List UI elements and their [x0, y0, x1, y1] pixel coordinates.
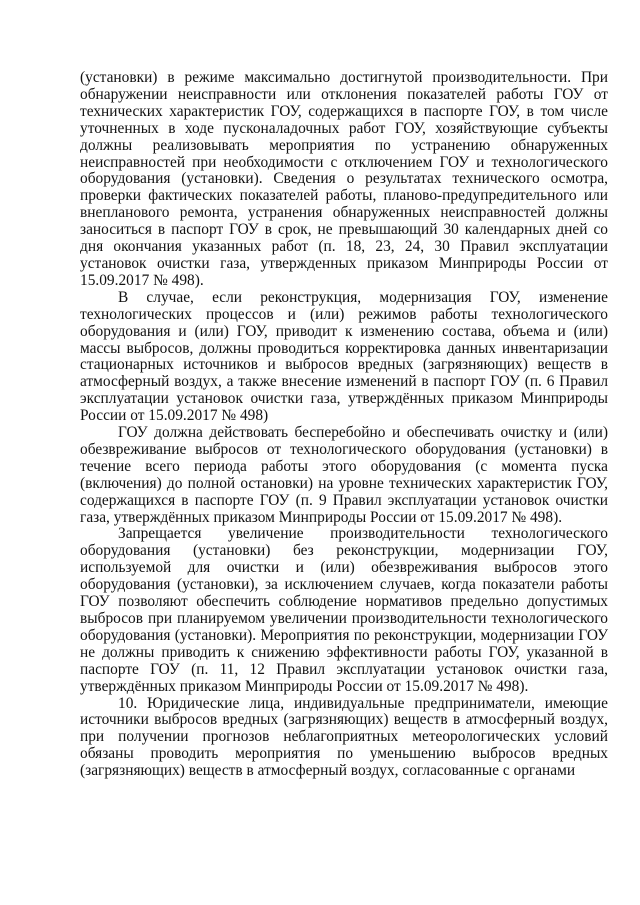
paragraph-reconstruction: В случае, если реконструкция, модернизация ГОУ, изменение технологических процессов и (или) режимов работы технологического оборудования и (или) ГОУ, приводит к изменению состава, объема и (или) массы выбросов, должны проводиться корректировка данных инвентаризации стационарных источников и выбросов вредных (загрязняющих) веществ в атмосферный воздух, а также внесение изменений в паспорт ГОУ (п. 6 Правил эксплуатации установок очистки газа, утверждённых приказом Минприроды России от 15.09.2017 № 498): [80, 288, 608, 425]
paragraph-prohibition: Запрещается увеличение производительности технологического оборудования (установки) без реконструкции, модернизации ГОУ, используемой для очистки и (или) обезвреживания выбросов этого оборудования (установки), за исключением случаев, когда показатели работы ГОУ позволяют обеспечить соблюдение нормативов предельно допустимых выбросов при планируемом увеличении производительности технологического оборудования (установки). Мероприятия по реконструкции, модернизации ГОУ не должны приводить к снижению эффективности работы ГОУ, указанной в паспорте ГОУ (п. 11, 12 Правил эксплуатации установок очистки газа, утверждённых приказом Минприроды России от 15.09.2017 № 498).: [80, 525, 608, 695]
paragraph-continuation: (установки) в режиме максимально достигнутой производительности. При обнаружении неисправности или отклонения показателей работы ГОУ от технических характеристик ГОУ, содержащихся в паспорте ГОУ, в том числе уточненных в ходе пусконаладочных работ ГОУ, хозяйствующие субъекты должны реализовывать мероприятия по устранению обнаруженных неисправностей при необходимости с отключением ГОУ и технологического оборудования (установки). Сведения о результатах технического осмотра, проверки фактических показателей работы, планово-предупредительного или внепланового ремонта, устранения обнаруженных неисправностей должны заноситься в паспорт ГОУ в срок, не превышающий 30 календарных дней со дня окончания указанных работ (п. 18, 23, 24, 30 Правил эксплуатации установок очистки газа, утвержденных приказом Минприроды России от 15.09.2017 № 498).: [80, 69, 608, 289]
paragraph-uninterrupted-operation: ГОУ должна действовать бесперебойно и обеспечивать очистку и (или) обезвреживание выбросов от технологического оборудования (установки) в течение всего периода работы этого оборудования (с момента пуска (включения) до полной остановки) на уровне технических характеристик ГОУ, содержащихся в паспорте ГОУ (п. 9 Правил эксплуатации установок очистки газа, утверждённых приказом Минприроды России от 15.09.2017 № 498).: [80, 424, 608, 526]
document-body: [80, 70, 608, 780]
paragraph-item-10: 10. Юридические лица, индивидуальные предприниматели, имеющие источники выбросов вредных (загрязняющих) веществ в атмосферный воздух, при получении прогнозов неблагоприятных метеорологических условий обязаны проводить мероприятия по уменьшению выбросов вредных (загрязняющих) веществ в атмосферный воздух, согласованные с органами: [80, 694, 608, 780]
